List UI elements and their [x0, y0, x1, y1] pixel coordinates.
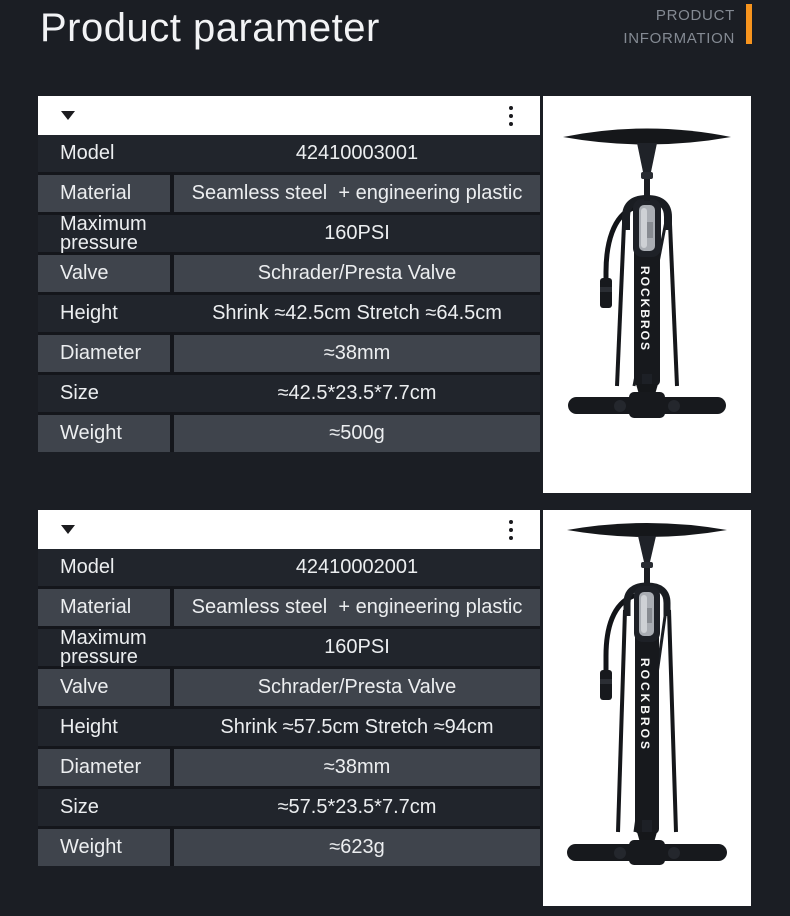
- pump-brand-text: ROCKBROS: [638, 266, 652, 353]
- tag-line-2: INFORMATION: [623, 30, 735, 47]
- table-row: [38, 135, 540, 172]
- table-row: [38, 415, 540, 452]
- spec-table-1: [38, 96, 540, 455]
- spec-label: Size: [60, 796, 99, 818]
- table-row: [38, 626, 540, 668]
- spec-value: 160PSI: [324, 636, 390, 658]
- spec-label: Maximum pressure: [60, 212, 147, 254]
- floor-pump-illustration: [543, 96, 751, 493]
- dropdown-triangle-icon[interactable]: [61, 525, 75, 534]
- spec-table-2-rows: [38, 549, 540, 866]
- table-row: [38, 589, 540, 626]
- table-row: [38, 375, 540, 412]
- spec-label: Valve: [38, 669, 170, 706]
- spec-table-2-header: [38, 510, 540, 549]
- page-title: Product parameter: [40, 6, 380, 50]
- product-photo-pump-1: [543, 96, 751, 493]
- kebab-menu-icon[interactable]: [507, 516, 515, 544]
- spec-label: Diameter: [38, 335, 170, 372]
- table-row: [38, 669, 540, 706]
- table-row: [38, 335, 540, 372]
- spec-value: ≈57.5*23.5*7.7cm: [277, 796, 437, 818]
- spec-value: 42410003001: [295, 142, 419, 164]
- dropdown-triangle-icon[interactable]: [61, 111, 75, 120]
- spec-label: Weight: [38, 415, 170, 452]
- table-row: [38, 749, 540, 786]
- product-information-tag: [623, 4, 752, 50]
- product-information-label: [623, 4, 735, 50]
- spec-label: Weight: [38, 829, 170, 866]
- spec-value: Shrink ≈42.5cm Stretch ≈64.5cm: [212, 302, 502, 324]
- spec-table-2: [38, 510, 540, 869]
- table-row: [38, 829, 540, 866]
- spec-label: Size: [60, 382, 99, 404]
- table-row: [38, 789, 540, 826]
- spec-label: Material: [38, 589, 170, 626]
- table-row: [38, 295, 540, 332]
- spec-value: ≈500g: [174, 415, 540, 452]
- spec-value: ≈42.5*23.5*7.7cm: [277, 382, 437, 404]
- spec-label: Model: [60, 142, 115, 164]
- spec-label: Height: [60, 716, 118, 738]
- spec-value: Shrink ≈57.5cm Stretch ≈94cm: [220, 716, 494, 738]
- table-row: [38, 709, 540, 746]
- spec-label: Diameter: [38, 749, 170, 786]
- spec-value: Seamless steel + engineering plastic: [174, 175, 540, 212]
- spec-value: Schrader/Presta Valve: [174, 255, 540, 292]
- spec-value: Seamless steel + engineering plastic: [174, 589, 540, 626]
- spec-table-1-rows: [38, 135, 540, 452]
- product-photo-pump-2: [543, 510, 751, 906]
- spec-value: ≈38mm: [174, 749, 540, 786]
- spec-label: Valve: [38, 255, 170, 292]
- spec-label: Model: [60, 556, 115, 578]
- spec-label: Material: [38, 175, 170, 212]
- table-row: [38, 549, 540, 586]
- spec-value: Schrader/Presta Valve: [174, 669, 540, 706]
- spec-value: 42410002001: [295, 556, 419, 578]
- spec-label: Height: [60, 302, 118, 324]
- floor-pump-illustration: [543, 510, 751, 906]
- table-row: [38, 175, 540, 212]
- tag-line-1: PRODUCT: [655, 7, 735, 24]
- kebab-menu-icon[interactable]: [507, 102, 515, 130]
- spec-value: 160PSI: [324, 222, 390, 244]
- spec-value: ≈38mm: [174, 335, 540, 372]
- pump-brand-text: ROCKBROS: [638, 658, 652, 753]
- spec-table-1-header: [38, 96, 540, 135]
- table-row: [38, 255, 540, 292]
- spec-value: ≈623g: [174, 829, 540, 866]
- accent-bar: [746, 4, 752, 44]
- spec-label: Maximum pressure: [60, 626, 147, 668]
- table-row: [38, 212, 540, 254]
